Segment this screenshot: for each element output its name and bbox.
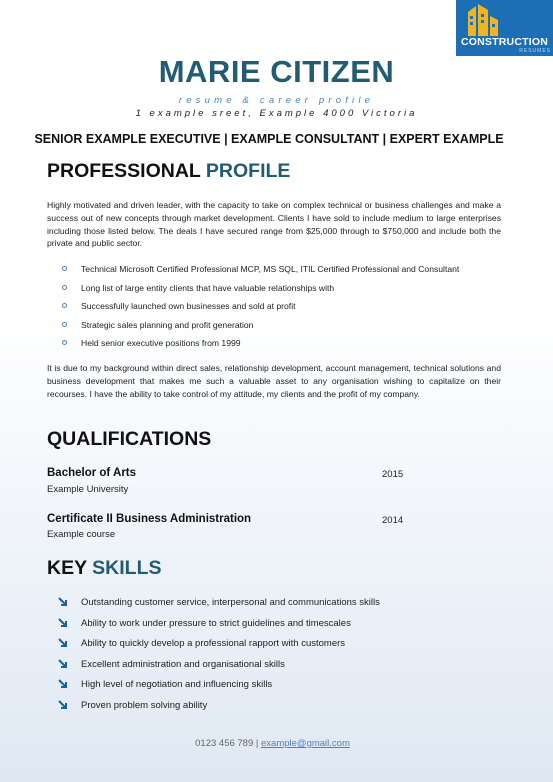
qualification-institution: Example University bbox=[47, 484, 129, 495]
skill-text: High level of negotiation and influencing skills bbox=[81, 679, 273, 690]
email-link[interactable]: example@gmail.com bbox=[261, 738, 350, 749]
arrow-down-right-icon bbox=[58, 638, 68, 648]
skill-text: Ability to work under pressure to strict guidelines and timescales bbox=[81, 617, 351, 629]
circle-bullet-icon bbox=[62, 322, 67, 327]
skill-text: Ability to quickly develop a professional rapport with customers bbox=[81, 638, 346, 649]
profile-heading-a: PROFESSIONAL bbox=[47, 160, 201, 182]
skills-heading-b: SKILLS bbox=[92, 557, 162, 579]
qualification-title: Certificate II Business Administration bbox=[47, 513, 252, 525]
address: 1 example sreet, Example 4000 Victoria bbox=[135, 108, 418, 119]
list-item bbox=[58, 637, 508, 658]
qualification-title: Bachelor of Arts bbox=[47, 467, 137, 479]
skill-text: Excellent administration and organisational skills bbox=[81, 658, 285, 670]
skill-text: Proven problem solving ability bbox=[81, 699, 208, 711]
list-item bbox=[62, 281, 502, 300]
arrow-down-right-icon bbox=[58, 597, 68, 607]
job-titles: SENIOR EXAMPLE EXECUTIVE | EXAMPLE CONSULTANT | EXPERT EXAMPLE bbox=[34, 132, 504, 146]
construction-resumes-logo bbox=[456, 0, 553, 56]
phone-number: 0123 456 789 bbox=[195, 738, 254, 749]
profile-heading bbox=[47, 160, 290, 183]
qualification-year: 2015 bbox=[382, 469, 404, 480]
list-item bbox=[58, 699, 508, 720]
bullet-text: Technical Microsoft Certified Professional MCP, MS SQL, ITIL Certified Professional and Consultant bbox=[81, 264, 460, 274]
skill-text: Outstanding customer service, interpersonal and communications skills bbox=[81, 597, 380, 608]
list-item bbox=[58, 617, 508, 638]
circle-bullet-icon bbox=[62, 340, 67, 345]
list-item bbox=[58, 678, 508, 699]
qualifications-heading bbox=[47, 428, 211, 451]
bullet-text: Held senior executive positions from 1999 bbox=[81, 338, 241, 349]
circle-bullet-icon bbox=[62, 303, 67, 308]
building-icon bbox=[462, 2, 502, 36]
candidate-name: MARIE CITIZEN bbox=[158, 54, 395, 89]
skills-list bbox=[58, 596, 508, 719]
arrow-down-right-icon bbox=[58, 618, 68, 628]
bullet-text: Successfully launched own businesses and sold at profit bbox=[81, 301, 296, 312]
list-item bbox=[62, 336, 502, 355]
skills-heading-a: KEY bbox=[47, 557, 87, 579]
circle-bullet-icon bbox=[62, 266, 67, 271]
arrow-down-right-icon bbox=[58, 700, 68, 710]
skills-heading bbox=[47, 557, 162, 580]
list-item bbox=[58, 596, 508, 617]
arrow-down-right-icon bbox=[58, 659, 68, 669]
qualification-institution: Example course bbox=[47, 529, 116, 540]
logo-text: CONSTRUCTION bbox=[461, 36, 548, 48]
bullet-text: Long list of large entity clients that have valuable relationships with bbox=[81, 282, 335, 293]
footer-separator: | bbox=[255, 738, 259, 749]
profile-closing: It is due to my background within direct sales, relationship development, account management, technical solutions and business development that makes me such a valuable asset to any organisation wishing to capitalize on their recourses. I have the ability to take control of my attitude, my clients and the profit of my company. bbox=[47, 363, 501, 399]
tagline: resume & career profile bbox=[178, 95, 375, 106]
qualification-year: 2014 bbox=[382, 515, 404, 526]
arrow-down-right-icon bbox=[58, 679, 68, 689]
bullet-text: Strategic sales planning and profit generation bbox=[81, 319, 254, 330]
list-item bbox=[58, 658, 508, 679]
qualifications-heading-text: QUALIFICATIONS bbox=[47, 428, 212, 450]
profile-heading-b: PROFILE bbox=[205, 160, 291, 182]
list-item bbox=[62, 318, 502, 337]
profile-bullets bbox=[62, 262, 502, 355]
profile-intro: Highly motivated and driven leader, with the capacity to take on complex technical or business challenges and make a success out of new concepts through market development. Clients I have sold to include medium to large enterprises including those listed below. The deals I have secured range from $25,000 through to $750,000 and include both the private and public sector. bbox=[47, 200, 501, 249]
circle-bullet-icon bbox=[62, 285, 67, 290]
list-item bbox=[62, 262, 502, 281]
logo-subtext: RESUMES bbox=[519, 48, 551, 54]
list-item bbox=[62, 299, 502, 318]
footer-contact bbox=[0, 738, 545, 749]
